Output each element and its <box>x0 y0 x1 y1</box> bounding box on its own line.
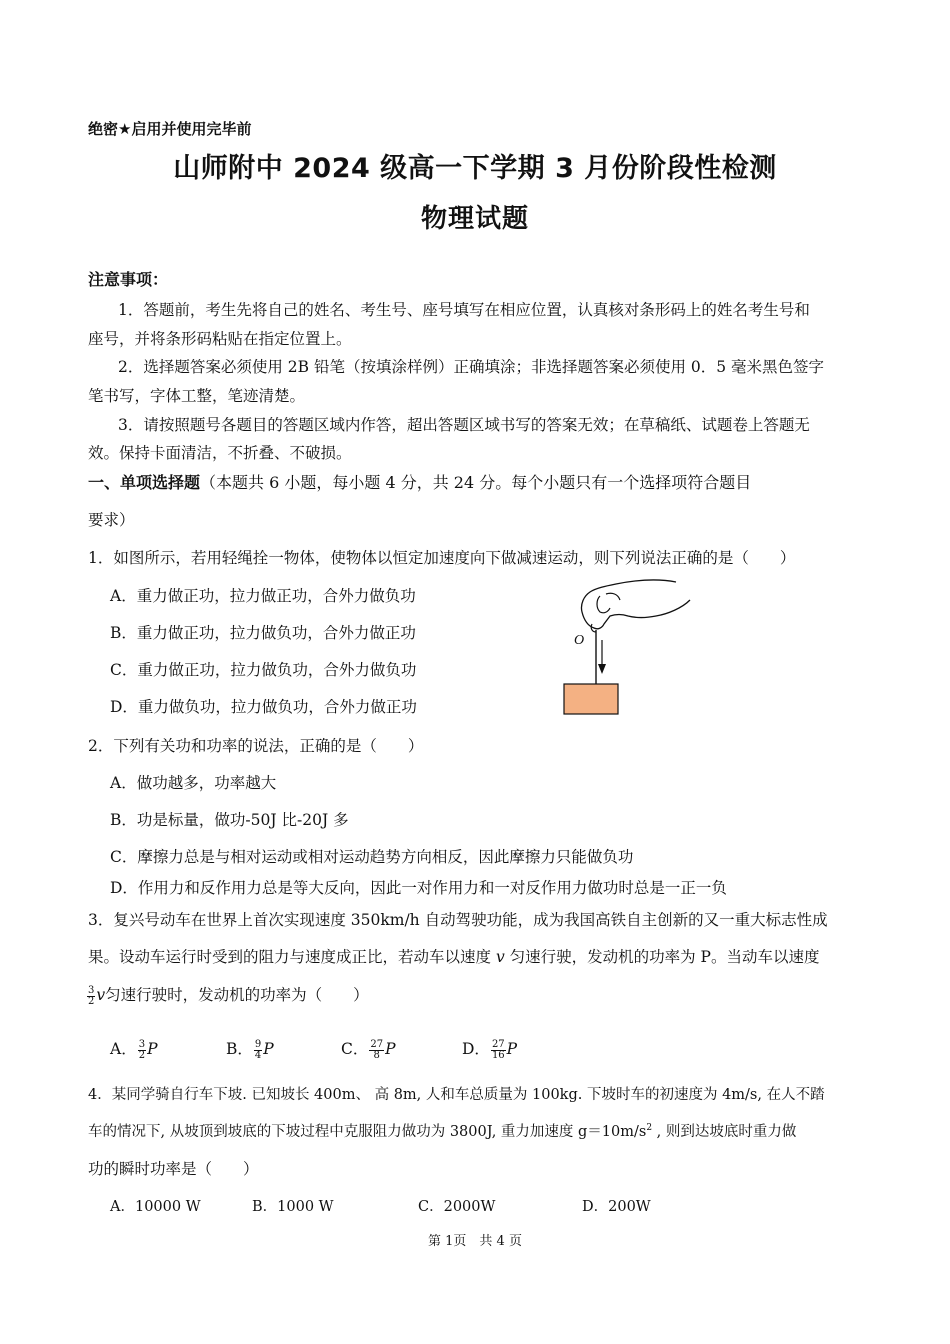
q1-option-b: B．重力做正功，拉力做负功，合外力做正功 <box>110 624 416 642</box>
q2-option-a: A．做功越多，功率越大 <box>110 774 277 792</box>
arrow-head <box>598 664 606 674</box>
q4-line-1: 4．某同学骑自行车下坡. 已知坡长 400m、 高 8m, 人和车总质量为 100kg. 下坡时车的初速度为 4m/s, 在人不踏 <box>88 1087 825 1103</box>
q1-figure-hand-rope-block <box>556 574 696 720</box>
q3-option-d: D． $\frac{27}{16}$ P <box>462 1038 518 1061</box>
thumb-outline <box>597 596 610 613</box>
q3-line-1: 3．复兴号动车在世界上首次实现速度 350km/h 自动驾驶功能，成为我国高铁自主创新的又一重大标志性成 <box>88 911 828 929</box>
q1-stem: 1．如图所示，若用轻绳拴一物体，使物体以恒定加速度向下做减速运动，则下列说法正确的是（ ） <box>88 549 796 567</box>
page-number: 第 1页 共 4 页 <box>428 1234 522 1249</box>
notice-item-3-line-1: 3．请按照题号各题目的答题区域内作答，超出答题区域书写的答案无效；在草稿纸、试题卷上答题无 <box>118 416 810 434</box>
q2-stem: 2．下列有关功和功率的说法，正确的是（ ） <box>88 737 424 755</box>
subject-title: 物理试题 <box>420 204 529 234</box>
q3-fraction-3-2: $\frac{3}{2}$ <box>88 984 95 1007</box>
q3-option-b: B． $\frac{9}{4}$ P <box>226 1038 274 1061</box>
section-1-desc: （本题共 6 小题，每小题 4 分，共 24 分。每个小题只有一个选择项符合题目 <box>200 473 752 492</box>
notice-item-3-line-2: 效。保持卡面清洁，不折叠、不破损。 <box>88 444 352 462</box>
q3-option-a: A． $\frac{3}{2}$ P <box>110 1038 158 1061</box>
notice-item-2-line-1: 2．选择题答案必须使用 2B 铅笔（按填涂样例）正确填涂；非选择题答案必须使用 0．5 毫米黑色签字 <box>118 358 825 376</box>
q1-option-a: A．重力做正功，拉力做正功，合外力做负功 <box>110 587 416 605</box>
notice-heading: 注意事项： <box>88 270 169 289</box>
section-1-desc-line-2: 要求） <box>88 511 135 529</box>
section-1-heading <box>88 470 751 493</box>
q4-line-2: 车的情况下, 从坡顶到坡底的下坡过程中克服阻力做功为 3800J, 重力加速度 $g=10m/s^2$ , 则到达坡底时重力做 <box>88 1123 797 1140</box>
q3-line-3-rest: 匀速行驶时，发动机的功率为（ ） <box>105 986 369 1004</box>
q3-line-3: $\frac{3}{2}$ v匀速行驶时，发动机的功率为（ ） <box>88 984 369 1007</box>
q2-option-c: C．摩擦力总是与相对运动或相对运动趋势方向相反，因此摩擦力只能做负功 <box>110 848 634 866</box>
q2-option-b: B．功是标量，做功-50J 比-20J 多 <box>110 811 349 829</box>
q1-option-c: C．重力做正功，拉力做负功，合外力做负功 <box>110 661 417 679</box>
hand-outline <box>581 580 690 629</box>
notice-item-2-line-2: 笔书写，字体工整，笔迹清楚。 <box>88 387 306 405</box>
q2-option-d: D．作用力和反作用力总是等大反向，因此一对作用力和一对反作用力做功时总是一正一负 <box>110 879 727 897</box>
q4-option-c: C．2000W <box>418 1199 496 1215</box>
point-o-label: O <box>574 633 585 648</box>
q3-line-2-b: 匀速行驶，发动机的功率为 P。当动车以速度 <box>504 948 820 966</box>
notice-item-1-line-2: 座号，并将条形码粘贴在指定位置上。 <box>88 330 352 348</box>
finger-outline <box>606 593 620 600</box>
q4-line-3: 功的瞬时功率是（ ） <box>88 1160 259 1178</box>
hand-holding-rope-illustration <box>556 574 696 720</box>
section-1-title: 一、单项选择题 <box>88 473 201 492</box>
q1-option-d: D．重力做负功，拉力做负功，合外力做正功 <box>110 698 417 716</box>
q3-option-c: C． $\frac{27}{8}$ P <box>341 1038 396 1061</box>
hanging-block <box>564 684 618 714</box>
q4-option-d: D．200W <box>582 1199 651 1215</box>
q4-option-a: A．10000 W <box>110 1199 201 1215</box>
q3-line-2 <box>88 945 820 967</box>
q4-option-b: B．1000 W <box>252 1199 334 1215</box>
q3-speed-v: v <box>495 948 505 966</box>
notice-item-1-line-1: 1．答题前，考生先将自己的姓名、考生号、座号填写在相应位置，认真核对条形码上的姓名考生号和 <box>118 301 810 319</box>
exam-title: 山师附中 2024 级高一下学期 3 月份阶段性检测 <box>173 153 777 184</box>
q3-line-2-a: 果。设动车运行时受到的阻力与速度成正比，若动车以速度 <box>88 948 496 966</box>
confidential-mark: 绝密★启用并使用完毕前 <box>88 120 252 138</box>
